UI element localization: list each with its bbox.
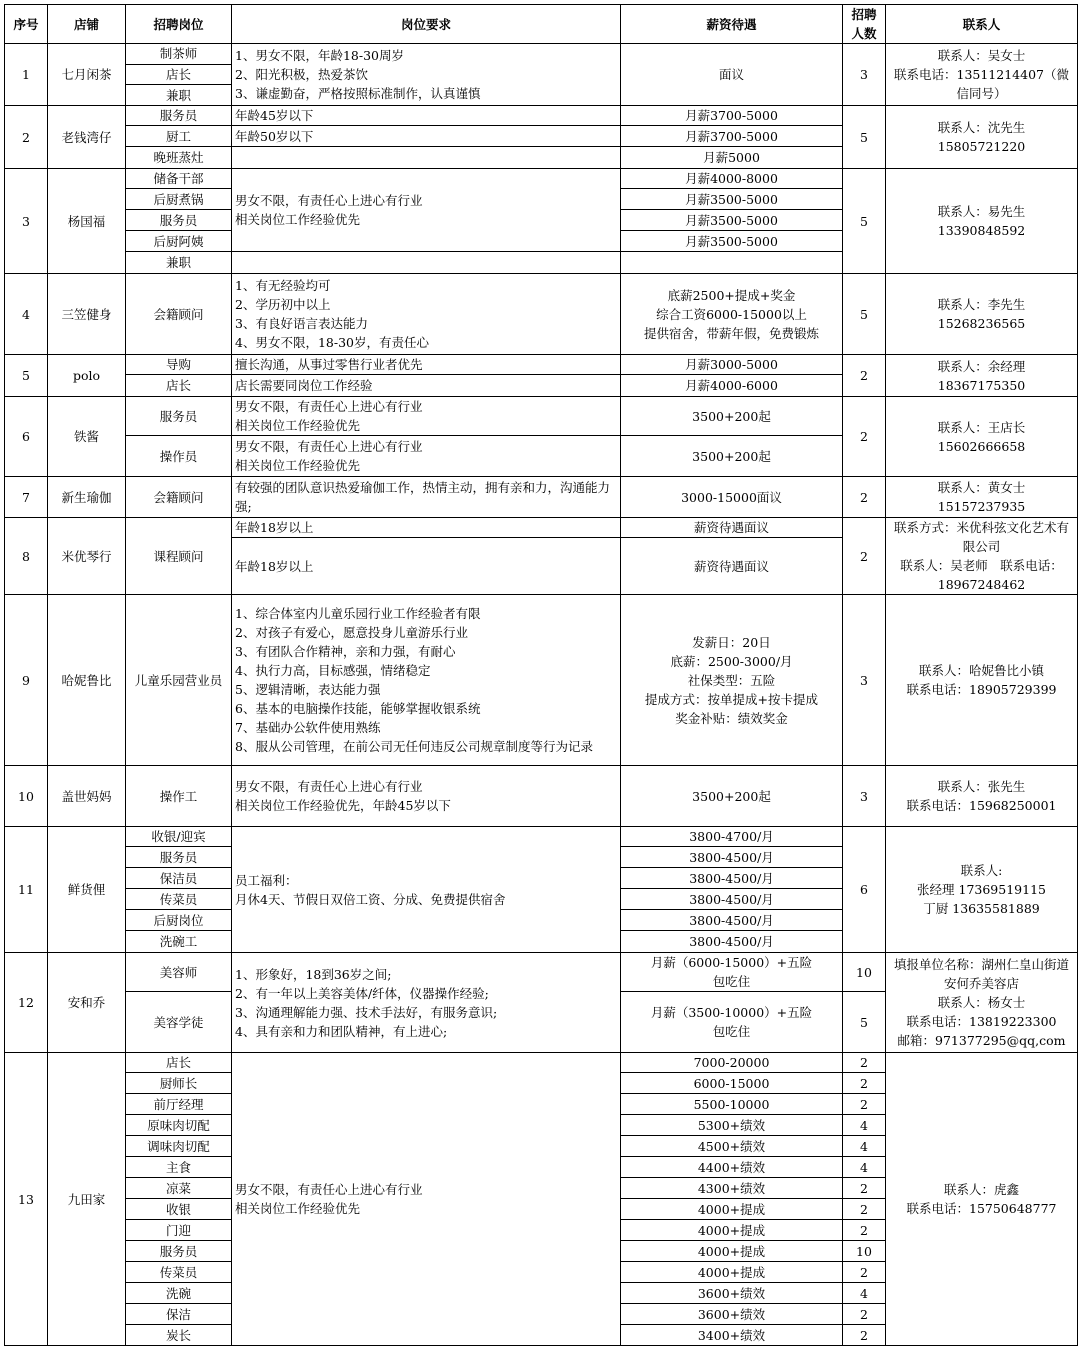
position-cell: 前厅经理: [126, 1094, 232, 1115]
shop-cell: 新生瑜伽: [48, 477, 126, 518]
position-cell: 原味肉切配: [126, 1115, 232, 1136]
position-cell: 后厨岗位: [126, 910, 232, 931]
count-cell: 2: [843, 1094, 886, 1115]
seq-cell: 2: [5, 106, 48, 169]
salary-cell: [621, 252, 843, 274]
shop-cell: 七月闲茶: [48, 44, 126, 106]
table-row: [5, 518, 1078, 538]
count-cell: 4: [843, 1283, 886, 1304]
table-body: [5, 44, 1078, 1346]
position-cell: 炭长: [126, 1325, 232, 1346]
requirement-cell: 男女不限，有责任心上进心有行业 相关岗位工作经验优先: [232, 397, 621, 436]
salary-cell: 月薪4000-8000: [621, 169, 843, 189]
table-row: [5, 953, 1078, 992]
requirement-cell: 有较强的团队意识热爱瑜伽工作，热情主动，拥有亲和力，沟通能力强;: [232, 477, 621, 518]
position-cell: 主食: [126, 1157, 232, 1178]
salary-cell: 3800-4500/月: [621, 931, 843, 953]
requirement-cell: 1、男女不限，年龄18-30周岁 2、阳光积极，热爱茶饮 3、谦虚勤奋，严格按照标准制作，认真谨慎: [232, 44, 621, 106]
contact-cell: 联系人：张先生 联系电话：15968250001: [886, 766, 1078, 827]
position-cell: 会籍顾问: [126, 477, 232, 518]
salary-cell: 月薪3700-5000: [621, 126, 843, 147]
shop-cell: 三笠健身: [48, 274, 126, 355]
shop-cell: 盖世妈妈: [48, 766, 126, 827]
salary-cell: 月薪3500-5000: [621, 231, 843, 252]
salary-cell: 薪资待遇面议: [621, 518, 843, 538]
contact-cell: 联系人：王店长 15602666658: [886, 397, 1078, 477]
position-cell: 洗碗工: [126, 931, 232, 953]
header-seq: 序号: [5, 5, 48, 44]
position-cell: 门迎: [126, 1220, 232, 1241]
seq-cell: 4: [5, 274, 48, 355]
shop-cell: 米优琴行: [48, 518, 126, 595]
table-row: [5, 595, 1078, 766]
position-cell: 服务员: [126, 106, 232, 126]
contact-cell: 联系人: 张经理 17369519115 丁厨 13635581889: [886, 827, 1078, 953]
position-cell: 操作工: [126, 766, 232, 827]
count-cell: 3: [843, 766, 886, 827]
count-cell: 2: [843, 477, 886, 518]
recruitment-table-wrapper: [4, 4, 1078, 1346]
position-cell: 操作员: [126, 436, 232, 477]
position-cell: 美容师: [126, 953, 232, 992]
table-row: [5, 106, 1078, 126]
recruitment-table: [4, 4, 1078, 1346]
position-cell: 美容学徒: [126, 992, 232, 1053]
position-cell: 店长: [126, 64, 232, 85]
salary-cell: 4300+绩效: [621, 1178, 843, 1199]
position-cell: 兼职: [126, 252, 232, 274]
seq-cell: 1: [5, 44, 48, 106]
seq-cell: 3: [5, 169, 48, 274]
contact-cell: 联系人：吴女士 联系电话：13511214407（微信同号）: [886, 44, 1078, 106]
seq-cell: 8: [5, 518, 48, 595]
requirement-cell: 年龄50岁以下: [232, 126, 621, 147]
requirement-cell: 男女不限，有责任心上进心有行业 相关岗位工作经验优先: [232, 169, 621, 252]
seq-cell: 10: [5, 766, 48, 827]
salary-cell: 薪资待遇面议: [621, 538, 843, 595]
count-cell: 2: [843, 1073, 886, 1094]
count-cell: 4: [843, 1136, 886, 1157]
shop-cell: 老钱湾仔: [48, 106, 126, 169]
count-cell: 2: [843, 355, 886, 397]
shop-cell: 安和乔: [48, 953, 126, 1053]
count-cell: 2: [843, 1199, 886, 1220]
count-cell: 2: [843, 1220, 886, 1241]
count-cell: 3: [843, 595, 886, 766]
salary-cell: 4400+绩效: [621, 1157, 843, 1178]
count-cell: 2: [843, 518, 886, 595]
salary-cell: 3800-4700/月: [621, 827, 843, 847]
position-cell: 厨工: [126, 126, 232, 147]
salary-cell: 3800-4500/月: [621, 868, 843, 889]
salary-cell: 月薪5000: [621, 147, 843, 169]
salary-cell: 3600+绩效: [621, 1304, 843, 1325]
shop-cell: 九田家: [48, 1053, 126, 1346]
count-cell: 5: [843, 106, 886, 169]
requirement-cell: 男女不限，有责任心上进心有行业 相关岗位工作经验优先: [232, 436, 621, 477]
seq-cell: 13: [5, 1053, 48, 1346]
requirement-cell: 1、有无经验均可 2、学历初中以上 3、有良好语言表达能力 4、男女不限，18-30岁，有责任心: [232, 274, 621, 355]
count-cell: 6: [843, 827, 886, 953]
seq-cell: 11: [5, 827, 48, 953]
count-cell: 4: [843, 1115, 886, 1136]
header-position: 招聘岗位: [126, 5, 232, 44]
requirement-cell: [232, 252, 621, 274]
requirement-cell: 擅长沟通，从事过零售行业者优先: [232, 355, 621, 375]
requirement-cell: 男女不限，有责任心上进心有行业 相关岗位工作经验优先: [232, 1053, 621, 1346]
salary-cell: 3500+200起: [621, 766, 843, 827]
position-cell: 保洁: [126, 1304, 232, 1325]
contact-cell: 联系人：余经理 18367175350: [886, 355, 1078, 397]
position-cell: 调味肉切配: [126, 1136, 232, 1157]
salary-cell: 月薪（3500-10000）+五险 包吃住: [621, 992, 843, 1053]
salary-cell: 3500+200起: [621, 436, 843, 477]
header-row: [5, 5, 1078, 44]
position-cell: 服务员: [126, 847, 232, 868]
shop-cell: 铁酱: [48, 397, 126, 477]
salary-cell: 3000-15000面议: [621, 477, 843, 518]
position-cell: 店长: [126, 375, 232, 397]
position-cell: 店长: [126, 1053, 232, 1073]
salary-cell: 月薪（6000-15000）+五险 包吃住: [621, 953, 843, 992]
salary-cell: 底薪2500+提成+奖金 综合工资6000-15000以上 提供宿舍，带薪年假，免费锻炼: [621, 274, 843, 355]
header-requirements: 岗位要求: [232, 5, 621, 44]
position-cell: 厨师长: [126, 1073, 232, 1094]
salary-cell: 3500+200起: [621, 397, 843, 436]
seq-cell: 9: [5, 595, 48, 766]
position-cell: 服务员: [126, 397, 232, 436]
salary-cell: 3400+绩效: [621, 1325, 843, 1346]
count-cell: 5: [843, 992, 886, 1053]
salary-cell: 5300+绩效: [621, 1115, 843, 1136]
position-cell: 传菜员: [126, 1262, 232, 1283]
contact-cell: 填报单位名称：湖州仁皇山街道安何乔美容店 联系人：杨女士 联系电话：13819223300 邮箱：971377295@qq,com: [886, 953, 1078, 1053]
table-row: [5, 274, 1078, 355]
count-cell: 2: [843, 397, 886, 477]
position-cell: 儿童乐园营业员: [126, 595, 232, 766]
requirement-cell: [232, 147, 621, 169]
requirement-cell: 员工福利： 月休4天、节假日双倍工资、分成、免费提供宿舍: [232, 827, 621, 953]
count-cell: 5: [843, 169, 886, 274]
count-cell: 10: [843, 1241, 886, 1262]
header-salary: 薪资待遇: [621, 5, 843, 44]
position-cell: 晚班蒸灶: [126, 147, 232, 169]
position-cell: 收银: [126, 1199, 232, 1220]
contact-cell: 联系方式：米优科弦文化艺术有限公司 联系人：吴老师 联系电话：18967248462: [886, 518, 1078, 595]
position-cell: 服务员: [126, 1241, 232, 1262]
shop-cell: 杨国福: [48, 169, 126, 274]
requirement-cell: 年龄18岁以上: [232, 518, 621, 538]
seq-cell: 6: [5, 397, 48, 477]
salary-cell: 面议: [621, 44, 843, 106]
position-cell: 后厨煮锅: [126, 189, 232, 210]
contact-cell: 联系人：黄女士 15157237935: [886, 477, 1078, 518]
count-cell: 5: [843, 274, 886, 355]
header-contact: 联系人: [886, 5, 1078, 44]
salary-cell: 4000+提成: [621, 1220, 843, 1241]
header-shop: 店铺: [48, 5, 126, 44]
table-row: [5, 827, 1078, 847]
shop-cell: 鲜货俚: [48, 827, 126, 953]
requirement-cell: 年龄18岁以上: [232, 538, 621, 595]
salary-cell: 月薪3500-5000: [621, 210, 843, 231]
position-cell: 课程顾问: [126, 518, 232, 595]
table-header: [5, 5, 1078, 44]
salary-cell: 3800-4500/月: [621, 910, 843, 931]
count-cell: 3: [843, 44, 886, 106]
salary-cell: 4000+提成: [621, 1262, 843, 1283]
table-row: [5, 766, 1078, 827]
salary-cell: 4000+提成: [621, 1241, 843, 1262]
salary-cell: 3800-4500/月: [621, 889, 843, 910]
count-cell: 10: [843, 953, 886, 992]
count-cell: 4: [843, 1157, 886, 1178]
position-cell: 洗碗: [126, 1283, 232, 1304]
salary-cell: 6000-15000: [621, 1073, 843, 1094]
position-cell: 后厨阿姨: [126, 231, 232, 252]
salary-cell: 3800-4500/月: [621, 847, 843, 868]
salary-cell: 3600+绩效: [621, 1283, 843, 1304]
shop-cell: 哈妮鲁比: [48, 595, 126, 766]
position-cell: 兼职: [126, 85, 232, 106]
table-row: [5, 355, 1078, 375]
position-cell: 会籍顾问: [126, 274, 232, 355]
contact-cell: 联系人：李先生 15268236565: [886, 274, 1078, 355]
salary-cell: 7000-20000: [621, 1053, 843, 1073]
salary-cell: 月薪3000-5000: [621, 355, 843, 375]
count-cell: 2: [843, 1304, 886, 1325]
requirement-cell: 年龄45岁以下: [232, 106, 621, 126]
header-count: 招聘人数: [843, 5, 886, 44]
requirement-cell: 男女不限，有责任心上进心有行业 相关岗位工作经验优先，年龄45岁以下: [232, 766, 621, 827]
salary-cell: 月薪4000-6000: [621, 375, 843, 397]
count-cell: 2: [843, 1262, 886, 1283]
table-row: [5, 169, 1078, 189]
contact-cell: 联系人：易先生 13390848592: [886, 169, 1078, 274]
table-row: [5, 44, 1078, 65]
count-cell: 2: [843, 1178, 886, 1199]
position-cell: 凉菜: [126, 1178, 232, 1199]
seq-cell: 7: [5, 477, 48, 518]
salary-cell: 4000+提成: [621, 1199, 843, 1220]
position-cell: 导购: [126, 355, 232, 375]
position-cell: 服务员: [126, 210, 232, 231]
position-cell: 制茶师: [126, 44, 232, 65]
position-cell: 传菜员: [126, 889, 232, 910]
seq-cell: 12: [5, 953, 48, 1053]
count-cell: 2: [843, 1325, 886, 1346]
count-cell: 2: [843, 1053, 886, 1073]
position-cell: 储备干部: [126, 169, 232, 189]
seq-cell: 5: [5, 355, 48, 397]
salary-cell: 月薪3700-5000: [621, 106, 843, 126]
salary-cell: 月薪3500-5000: [621, 189, 843, 210]
salary-cell: 4500+绩效: [621, 1136, 843, 1157]
contact-cell: 联系人：哈妮鲁比小镇 联系电话：18905729399: [886, 595, 1078, 766]
contact-cell: 联系人：虎鑫 联系电话：15750648777: [886, 1053, 1078, 1346]
requirement-cell: 1、综合体室内儿童乐园行业工作经验者有限 2、对孩子有爱心，愿意投身儿童游乐行业 3、有团队合作精神，亲和力强，有耐心 4、执行力高，目标感强，情绪稳定 5、逻辑清晰，表达能力强 6、基本的电脑操作技能，能够掌握收银系统 7、基础办公软件使用熟练 8、服从公司管理，在前公司无任何违反公司规章制度等行为记录: [232, 595, 621, 766]
table-row: [5, 477, 1078, 518]
requirement-cell: 1、形象好，18到36岁之间; 2、有一年以上美容美体/纤体，仪器操作经验; 3、沟通理解能力强、技术手法好，有服务意识; 4、具有亲和力和团队精神，有上进心;: [232, 953, 621, 1053]
contact-cell: 联系人：沈先生 15805721220: [886, 106, 1078, 169]
table-row: [5, 1053, 1078, 1073]
position-cell: 保洁员: [126, 868, 232, 889]
table-row: [5, 397, 1078, 436]
salary-cell: 发薪日：20日 底薪：2500-3000/月 社保类型：五险 提成方式：按单提成+按卡提成 奖金补贴：绩效奖金: [621, 595, 843, 766]
salary-cell: 5500-10000: [621, 1094, 843, 1115]
shop-cell: polo: [48, 355, 126, 397]
requirement-cell: 店长需要同岗位工作经验: [232, 375, 621, 397]
position-cell: 收银/迎宾: [126, 827, 232, 847]
